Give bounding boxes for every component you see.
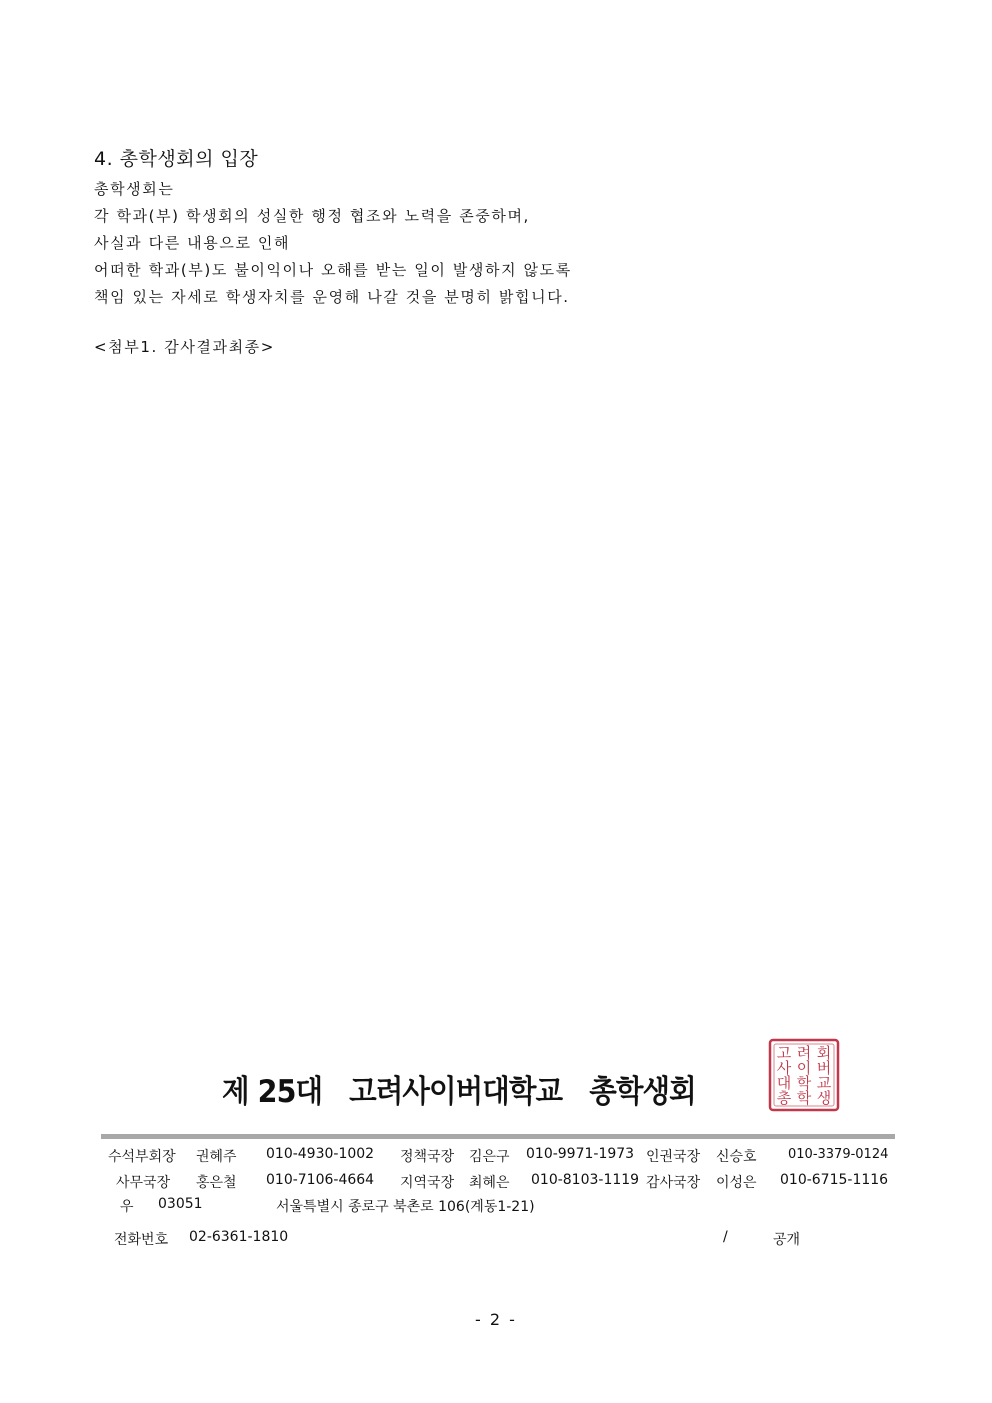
seal-character: 학 — [796, 1089, 812, 1107]
postal-code: 03051 — [158, 1196, 203, 1212]
contact-name: 홍은철 — [196, 1175, 237, 1191]
seal-character: 고 — [776, 1044, 792, 1062]
statement-line: 총학생회는 — [94, 180, 175, 198]
seal-character: 이 — [796, 1059, 812, 1077]
office-phone: 02-6361-1810 — [189, 1229, 289, 1245]
statement-line: 사실과 다른 내용으로 인해 — [94, 234, 291, 252]
contact-name: 신승호 — [716, 1149, 757, 1165]
seal-character: 생 — [816, 1089, 832, 1107]
seal-character: 회 — [816, 1044, 832, 1062]
seal-character: 교 — [816, 1074, 832, 1092]
contact-name: 최혜은 — [469, 1175, 510, 1191]
statement-line: 어떠한 학과(부)도 불이익이나 오해를 받는 일이 발생하지 않도록 — [94, 261, 572, 279]
section-title: 4. 총학생회의 입장 — [94, 148, 259, 170]
contact-phone: 010-6715-1116 — [780, 1172, 889, 1188]
postal-label: 우 — [120, 1199, 134, 1215]
attachment-note: <첨부1. 감사결과최종> — [94, 338, 275, 356]
statement-body — [94, 176, 572, 311]
contact-name: 권혜주 — [196, 1149, 237, 1165]
seal-character: 총 — [776, 1089, 792, 1107]
address: 서울특별시 종로구 북촌로 106(계동1-21) — [276, 1199, 535, 1215]
contact-phone: 010-9971-1973 — [526, 1146, 635, 1162]
organization-name: 제 25대 고려사이버대학교 총학생회 — [222, 1074, 696, 1110]
seal-character: 대 — [776, 1074, 792, 1092]
separator-slash: / — [723, 1229, 728, 1245]
contact-phone: 010-3379-0124 — [788, 1147, 889, 1162]
contact-role: 인권국장 — [646, 1149, 701, 1165]
official-seal-icon — [768, 1038, 840, 1112]
seal-character: 려 — [796, 1044, 812, 1062]
seal-character: 사 — [776, 1059, 792, 1077]
contact-role: 사무국장 — [116, 1175, 171, 1191]
contact-role: 수석부회장 — [108, 1149, 176, 1165]
footer-divider — [101, 1134, 895, 1139]
statement-line: 책임 있는 자세로 학생자치를 운영해 나갈 것을 분명히 밝힙니다. — [94, 288, 570, 306]
contact-name: 이성은 — [716, 1175, 757, 1191]
contact-phone: 010-8103-1119 — [531, 1172, 640, 1188]
disclosure-status: 공개 — [773, 1232, 801, 1248]
statement-line: 각 학과(부) 학생회의 성실한 행정 협조와 노력을 존중하며, — [94, 207, 530, 225]
phone-label: 전화번호 — [114, 1232, 169, 1248]
contact-role: 정책국장 — [400, 1149, 455, 1165]
seal-character: 학 — [796, 1074, 812, 1092]
contact-role: 감사국장 — [646, 1175, 701, 1191]
contact-role: 지역국장 — [400, 1175, 455, 1191]
contact-phone: 010-4930-1002 — [266, 1146, 375, 1162]
page-number: - 2 - — [475, 1310, 517, 1329]
contact-name: 김은구 — [469, 1149, 510, 1165]
contact-phone: 010-7106-4664 — [266, 1172, 375, 1188]
seal-character: 버 — [816, 1059, 832, 1077]
